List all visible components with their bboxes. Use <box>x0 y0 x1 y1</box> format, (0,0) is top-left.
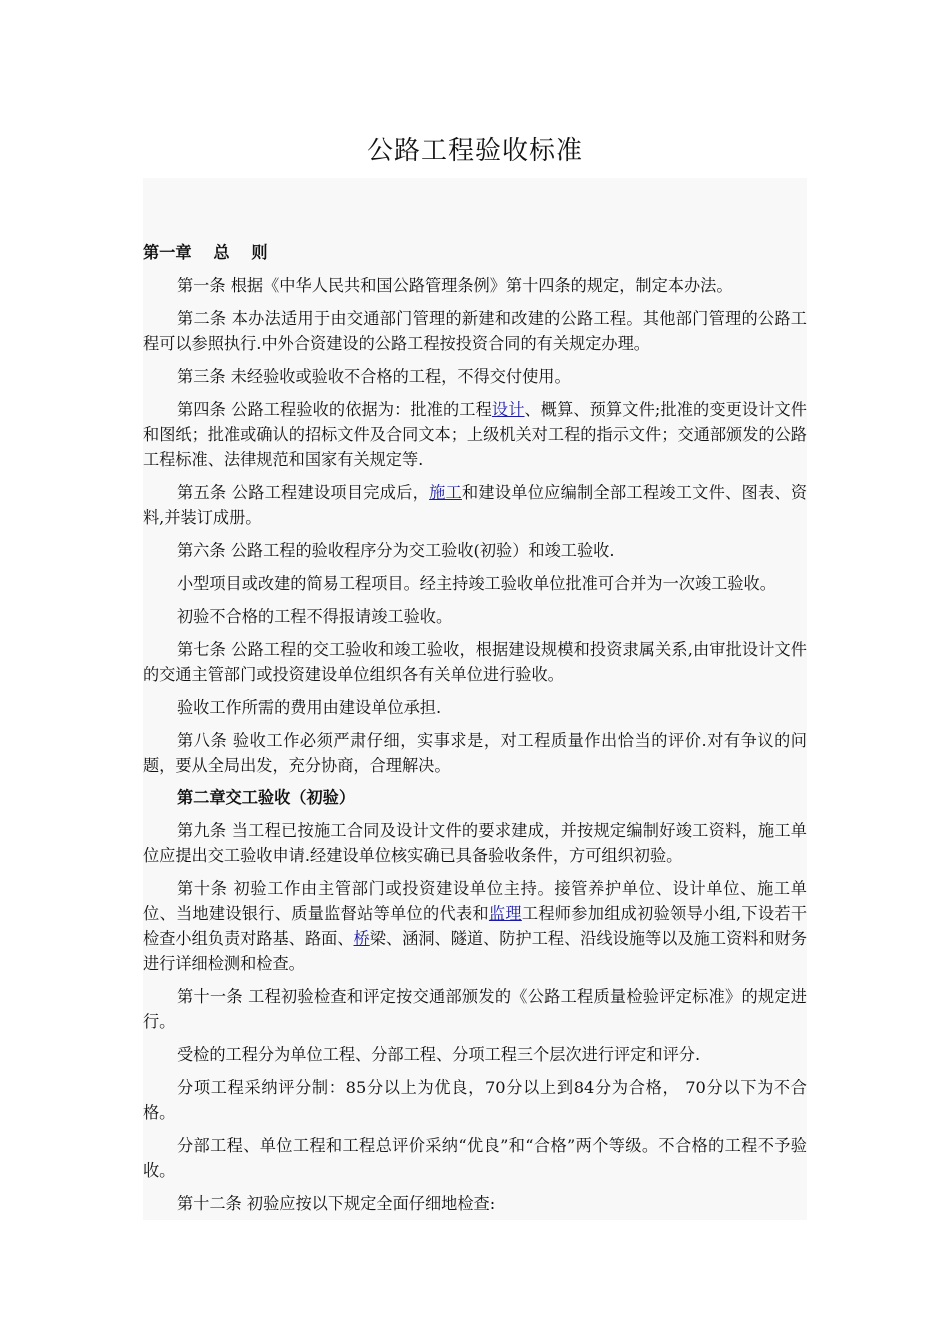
article-6-note-2: 初验不合格的工程不得报请竣工验收。 <box>177 607 453 626</box>
article-9: 第九条 当工程已按施工合同及设计文件的要求建成，并按规定编制好竣工资料，施工单位应提出交工验收申请.经建设单位核实确已具备验收条件，方可组织初验。 <box>143 821 807 865</box>
article-6-note-1: 小型项目或改建的简易工程项目。经主持竣工验收单位批准可合并为一次竣工验收。 <box>177 574 776 593</box>
article-4-text-a: 第四条 公路工程验收的依据为：批准的工程 <box>177 400 492 419</box>
link-supervision[interactable]: 监理 <box>488 904 522 923</box>
article-10 <box>143 876 807 976</box>
article-11-note-2: 分项工程采纳评分制：85分以上为优良，70分以上到84分为合格， 70分以下为不合格。 <box>143 1078 807 1122</box>
article-4 <box>143 397 807 472</box>
chapter-1-heading: 第一章 总 则 <box>143 243 268 262</box>
chapter-2-heading: 第二章交工验收（初验） <box>177 788 356 807</box>
article-5 <box>143 480 807 530</box>
document-body <box>143 178 807 1220</box>
article-7-note: 验收工作所需的费用由建设单位承担. <box>177 698 442 717</box>
article-5-text-a: 第五条 公路工程建设项目完成后， <box>177 483 430 502</box>
article-4-text-b: 、概算、预算文件;批准的变更设计文件和图纸；批准或确认的招标文件及合同文本；上级机关对工程的指示文件；交通部颁发的公路工程标准、法律规范和国家有关规定等. <box>143 400 807 469</box>
article-10-text-c: 梁、涵洞、隧道、防护工程、沿线设施等以及施工资料和财务进行详细检测和检查。 <box>143 929 808 973</box>
article-1: 第一条 根据《中华人民共和国公路管理条例》第十四条的规定，制定本办法。 <box>177 276 733 295</box>
article-6: 第六条 公路工程的验收程序分为交工验收(初验）和竣工验收. <box>177 541 615 560</box>
article-11-note-1: 受检的工程分为单位工程、分部工程、分项工程三个层次进行评定和评分. <box>177 1045 701 1064</box>
page-title: 公路工程验收标准 <box>366 136 583 166</box>
article-2: 第二条 本办法适用于由交通部门管理的新建和改建的公路工程。其他部门管理的公路工程可以参照执行.中外合资建设的公路工程按投资合同的有关规定办理。 <box>143 309 807 353</box>
article-10-text-b: 工程师参加组成初验领导小组,下设若干检查小组负责对路基、路面、 <box>143 904 808 948</box>
link-bridge[interactable]: 桥 <box>353 929 370 948</box>
article-7: 第七条 公路工程的交工验收和竣工验收，根据建设规模和投资隶属关系,由审批设计文件的交通主管部门或投资建设单位组织各有关单位进行验收。 <box>143 640 807 684</box>
article-5-text-b: 和建设单位应编制全部工程竣工文件、图表、资料,并装订成册。 <box>143 483 808 527</box>
article-8: 第八条 验收工作必须严肃仔细，实事求是，对工程质量作出恰当的评价.对有争议的问题，要从全局出发，充分协商，合理解决。 <box>143 731 807 775</box>
article-12: 第十二条 初验应按以下规定全面仔细地检查: <box>177 1194 496 1213</box>
article-11-note-3: 分部工程、单位工程和工程总评价采纳“优良”和“合格”两个等级。不合格的工程不予验收。 <box>143 1136 807 1180</box>
link-design[interactable]: 设计 <box>491 400 525 419</box>
article-10-text-a: 第十条 初验工作由主管部门或投资建设单位主持。接管养护单位、设计单位、施工单位、当地建设银行、质量监督站等单位的代表和 <box>143 879 807 923</box>
article-3: 第三条 未经验收或验收不合格的工程，不得交付使用。 <box>177 367 571 386</box>
link-construction[interactable]: 施工 <box>429 483 462 502</box>
article-11: 第十一条 工程初验检查和评定按交通部颁发的《公路工程质量检验评定标准》的规定进行。 <box>143 987 807 1031</box>
